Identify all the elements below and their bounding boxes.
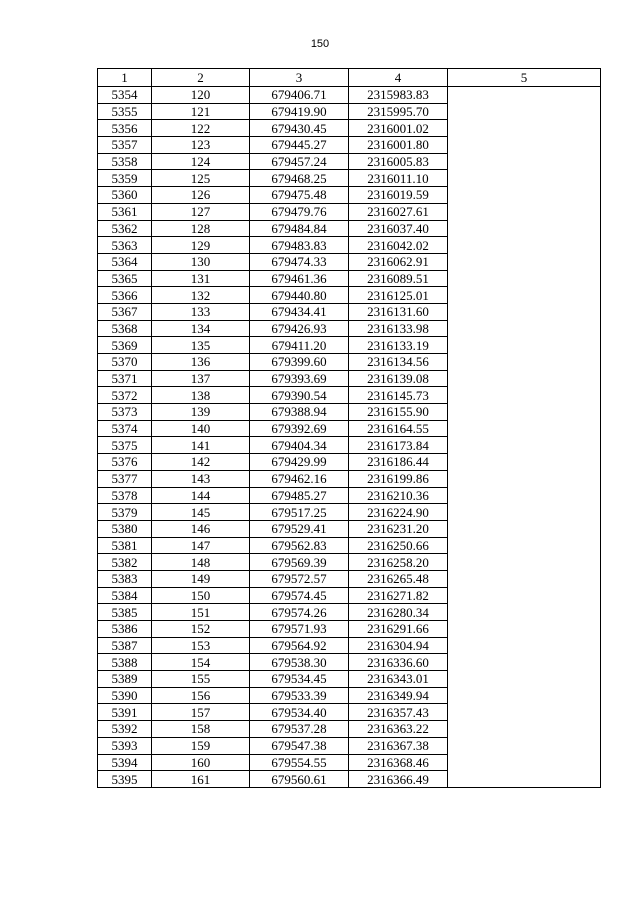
vertex-index-cell: 153 — [152, 637, 250, 654]
x-coordinate-cell: 679445.27 — [250, 137, 349, 154]
x-coordinate-cell: 679517.25 — [250, 504, 349, 521]
vertex-index-cell: 150 — [152, 587, 250, 604]
point-number-cell: 5370 — [98, 354, 152, 371]
y-coordinate-cell: 2316131.60 — [349, 303, 448, 320]
vertex-index-cell: 141 — [152, 437, 250, 454]
vertex-index-cell: 133 — [152, 303, 250, 320]
y-coordinate-cell: 2316367.38 — [349, 737, 448, 754]
point-number-cell: 5382 — [98, 554, 152, 571]
point-number-cell: 5372 — [98, 387, 152, 404]
vertex-index-cell: 159 — [152, 737, 250, 754]
vertex-index-cell: 122 — [152, 120, 250, 137]
vertex-index-cell: 129 — [152, 237, 250, 254]
vertex-index-cell: 128 — [152, 220, 250, 237]
x-coordinate-cell: 679419.90 — [250, 103, 349, 120]
y-coordinate-cell: 2316037.40 — [349, 220, 448, 237]
point-number-cell: 5366 — [98, 287, 152, 304]
point-number-cell: 5364 — [98, 253, 152, 270]
x-coordinate-cell: 679485.27 — [250, 487, 349, 504]
point-number-cell: 5369 — [98, 337, 152, 354]
y-coordinate-cell: 2316304.94 — [349, 637, 448, 654]
vertex-index-cell: 135 — [152, 337, 250, 354]
vertex-index-cell: 139 — [152, 404, 250, 421]
y-coordinate-cell: 2316011.10 — [349, 170, 448, 187]
vertex-index-cell: 134 — [152, 320, 250, 337]
vertex-index-cell: 138 — [152, 387, 250, 404]
vertex-index-cell: 142 — [152, 454, 250, 471]
x-coordinate-cell: 679429.99 — [250, 454, 349, 471]
y-coordinate-cell: 2316134.56 — [349, 354, 448, 371]
vertex-index-cell: 145 — [152, 504, 250, 521]
y-coordinate-cell: 2316250.66 — [349, 537, 448, 554]
notes-cell — [448, 87, 601, 788]
x-coordinate-cell: 679479.76 — [250, 203, 349, 220]
x-coordinate-cell: 679529.41 — [250, 520, 349, 537]
x-coordinate-cell: 679462.16 — [250, 470, 349, 487]
x-coordinate-cell: 679562.83 — [250, 537, 349, 554]
x-coordinate-cell: 679554.55 — [250, 754, 349, 771]
y-coordinate-cell: 2316164.55 — [349, 420, 448, 437]
point-number-cell: 5356 — [98, 120, 152, 137]
point-number-cell: 5354 — [98, 87, 152, 104]
point-number-cell: 5375 — [98, 437, 152, 454]
y-coordinate-cell: 2316231.20 — [349, 520, 448, 537]
point-number-cell: 5393 — [98, 737, 152, 754]
point-number-cell: 5388 — [98, 654, 152, 671]
x-coordinate-cell: 679571.93 — [250, 621, 349, 638]
table-header-row — [98, 69, 601, 87]
point-number-cell: 5359 — [98, 170, 152, 187]
point-number-cell: 5355 — [98, 103, 152, 120]
y-coordinate-cell: 2316062.91 — [349, 253, 448, 270]
page-number: 150 — [310, 38, 330, 50]
y-coordinate-cell: 2316199.86 — [349, 470, 448, 487]
x-coordinate-cell: 679406.71 — [250, 87, 349, 104]
vertex-index-cell: 125 — [152, 170, 250, 187]
vertex-index-cell: 151 — [152, 604, 250, 621]
x-coordinate-cell: 679484.84 — [250, 220, 349, 237]
y-coordinate-cell: 2316271.82 — [349, 587, 448, 604]
vertex-index-cell: 127 — [152, 203, 250, 220]
x-coordinate-cell: 679411.20 — [250, 337, 349, 354]
point-number-cell: 5386 — [98, 621, 152, 638]
y-coordinate-cell: 2316173.84 — [349, 437, 448, 454]
point-number-cell: 5358 — [98, 153, 152, 170]
point-number-cell: 5361 — [98, 203, 152, 220]
vertex-index-cell: 152 — [152, 621, 250, 638]
point-number-cell: 5392 — [98, 721, 152, 738]
point-number-cell: 5374 — [98, 420, 152, 437]
y-coordinate-cell: 2316280.34 — [349, 604, 448, 621]
vertex-index-cell: 132 — [152, 287, 250, 304]
y-coordinate-cell: 2316368.46 — [349, 754, 448, 771]
x-coordinate-cell: 679404.34 — [250, 437, 349, 454]
point-number-cell: 5391 — [98, 704, 152, 721]
point-number-cell: 5378 — [98, 487, 152, 504]
y-coordinate-cell: 2316186.44 — [349, 454, 448, 471]
point-number-cell: 5381 — [98, 537, 152, 554]
y-coordinate-cell: 2316139.08 — [349, 370, 448, 387]
column-header-5: 5 — [448, 69, 601, 87]
x-coordinate-cell: 679534.45 — [250, 671, 349, 688]
point-number-cell: 5389 — [98, 671, 152, 688]
x-coordinate-cell: 679574.45 — [250, 587, 349, 604]
point-number-cell: 5363 — [98, 237, 152, 254]
x-coordinate-cell: 679538.30 — [250, 654, 349, 671]
y-coordinate-cell: 2316019.59 — [349, 187, 448, 204]
vertex-index-cell: 140 — [152, 420, 250, 437]
x-coordinate-cell: 679434.41 — [250, 303, 349, 320]
x-coordinate-cell: 679390.54 — [250, 387, 349, 404]
vertex-index-cell: 126 — [152, 187, 250, 204]
y-coordinate-cell: 2316027.61 — [349, 203, 448, 220]
vertex-index-cell: 146 — [152, 520, 250, 537]
x-coordinate-cell: 679461.36 — [250, 270, 349, 287]
point-number-cell: 5383 — [98, 570, 152, 587]
point-number-cell: 5379 — [98, 504, 152, 521]
y-coordinate-cell: 2316133.98 — [349, 320, 448, 337]
point-number-cell: 5371 — [98, 370, 152, 387]
x-coordinate-cell: 679537.28 — [250, 721, 349, 738]
vertex-index-cell: 136 — [152, 354, 250, 371]
x-coordinate-cell: 679534.40 — [250, 704, 349, 721]
y-coordinate-cell: 2316001.80 — [349, 137, 448, 154]
y-coordinate-cell: 2316145.73 — [349, 387, 448, 404]
x-coordinate-cell: 679547.38 — [250, 737, 349, 754]
y-coordinate-cell: 2316357.43 — [349, 704, 448, 721]
y-coordinate-cell: 2315995.70 — [349, 103, 448, 120]
vertex-index-cell: 130 — [152, 253, 250, 270]
y-coordinate-cell: 2316089.51 — [349, 270, 448, 287]
vertex-index-cell: 137 — [152, 370, 250, 387]
y-coordinate-cell: 2316349.94 — [349, 687, 448, 704]
vertex-index-cell: 144 — [152, 487, 250, 504]
vertex-index-cell: 160 — [152, 754, 250, 771]
point-number-cell: 5377 — [98, 470, 152, 487]
y-coordinate-cell: 2316258.20 — [349, 554, 448, 571]
point-number-cell: 5365 — [98, 270, 152, 287]
x-coordinate-cell: 679440.80 — [250, 287, 349, 304]
vertex-index-cell: 124 — [152, 153, 250, 170]
vertex-index-cell: 121 — [152, 103, 250, 120]
x-coordinate-cell: 679560.61 — [250, 771, 349, 788]
point-number-cell: 5362 — [98, 220, 152, 237]
x-coordinate-cell: 679399.60 — [250, 354, 349, 371]
x-coordinate-cell: 679569.39 — [250, 554, 349, 571]
x-coordinate-cell: 679388.94 — [250, 404, 349, 421]
y-coordinate-cell: 2316042.02 — [349, 237, 448, 254]
y-coordinate-cell: 2316210.36 — [349, 487, 448, 504]
vertex-index-cell: 120 — [152, 87, 250, 104]
vertex-index-cell: 143 — [152, 470, 250, 487]
x-coordinate-cell: 679574.26 — [250, 604, 349, 621]
x-coordinate-cell: 679474.33 — [250, 253, 349, 270]
point-number-cell: 5376 — [98, 454, 152, 471]
y-coordinate-cell: 2316363.22 — [349, 721, 448, 738]
x-coordinate-cell: 679533.39 — [250, 687, 349, 704]
vertex-index-cell: 156 — [152, 687, 250, 704]
y-coordinate-cell: 2316224.90 — [349, 504, 448, 521]
vertex-index-cell: 149 — [152, 570, 250, 587]
point-number-cell: 5367 — [98, 303, 152, 320]
vertex-index-cell: 158 — [152, 721, 250, 738]
x-coordinate-cell: 679393.69 — [250, 370, 349, 387]
vertex-index-cell: 123 — [152, 137, 250, 154]
vertex-index-cell: 155 — [152, 671, 250, 688]
x-coordinate-cell: 679572.57 — [250, 570, 349, 587]
table-body — [98, 87, 601, 788]
y-coordinate-cell: 2316291.66 — [349, 621, 448, 638]
y-coordinate-cell: 2316125.01 — [349, 287, 448, 304]
vertex-index-cell: 161 — [152, 771, 250, 788]
point-number-cell: 5384 — [98, 587, 152, 604]
y-coordinate-cell: 2316343.01 — [349, 671, 448, 688]
x-coordinate-cell: 679426.93 — [250, 320, 349, 337]
column-header-3: 3 — [250, 69, 349, 87]
point-number-cell: 5394 — [98, 754, 152, 771]
x-coordinate-cell: 679475.48 — [250, 187, 349, 204]
point-number-cell: 5390 — [98, 687, 152, 704]
vertex-index-cell: 147 — [152, 537, 250, 554]
table-row — [98, 87, 601, 104]
x-coordinate-cell: 679564.92 — [250, 637, 349, 654]
point-number-cell: 5373 — [98, 404, 152, 421]
point-number-cell: 5357 — [98, 137, 152, 154]
column-header-1: 1 — [98, 69, 152, 87]
point-number-cell: 5395 — [98, 771, 152, 788]
x-coordinate-cell: 679457.24 — [250, 153, 349, 170]
point-number-cell: 5387 — [98, 637, 152, 654]
column-header-2: 2 — [152, 69, 250, 87]
y-coordinate-cell: 2316001.02 — [349, 120, 448, 137]
y-coordinate-cell: 2316265.48 — [349, 570, 448, 587]
y-coordinate-cell: 2316366.49 — [349, 771, 448, 788]
y-coordinate-cell: 2316005.83 — [349, 153, 448, 170]
x-coordinate-cell: 679392.69 — [250, 420, 349, 437]
column-header-4: 4 — [349, 69, 448, 87]
vertex-index-cell: 154 — [152, 654, 250, 671]
point-number-cell: 5380 — [98, 520, 152, 537]
x-coordinate-cell: 679468.25 — [250, 170, 349, 187]
point-number-cell: 5385 — [98, 604, 152, 621]
x-coordinate-cell: 679483.83 — [250, 237, 349, 254]
y-coordinate-cell: 2316155.90 — [349, 404, 448, 421]
point-number-cell: 5360 — [98, 187, 152, 204]
coordinates-table — [97, 68, 601, 788]
vertex-index-cell: 157 — [152, 704, 250, 721]
point-number-cell: 5368 — [98, 320, 152, 337]
y-coordinate-cell: 2315983.83 — [349, 87, 448, 104]
vertex-index-cell: 131 — [152, 270, 250, 287]
y-coordinate-cell: 2316133.19 — [349, 337, 448, 354]
vertex-index-cell: 148 — [152, 554, 250, 571]
x-coordinate-cell: 679430.45 — [250, 120, 349, 137]
y-coordinate-cell: 2316336.60 — [349, 654, 448, 671]
